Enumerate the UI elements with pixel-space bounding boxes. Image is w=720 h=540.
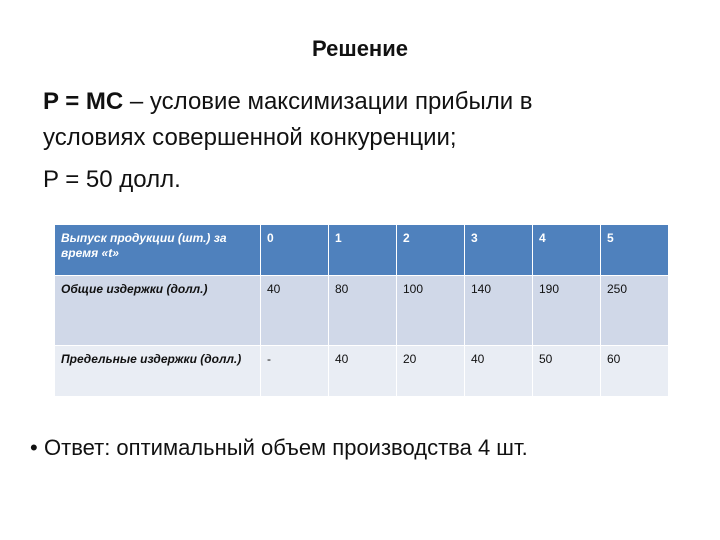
slide-body — [43, 84, 683, 198]
table-cell: 40 — [465, 346, 533, 397]
condition-text: – условие максимизации прибыли в — [123, 88, 533, 115]
condition-formula: P = MC — [43, 88, 124, 115]
table-header-row — [55, 225, 669, 276]
bullet-icon: • — [30, 435, 38, 460]
cost-table — [54, 224, 669, 397]
table-header-cell: 5 — [601, 225, 669, 276]
answer-bullet — [30, 434, 528, 462]
table-cell: 140 — [465, 276, 533, 346]
table-header-cell: 2 — [397, 225, 465, 276]
table-header-cell: 3 — [465, 225, 533, 276]
table-row — [55, 346, 669, 397]
answer-text: Ответ: оптимальный объем производства 4 шт. — [44, 435, 528, 460]
table-cell: 60 — [601, 346, 669, 397]
table-cell: 20 — [397, 346, 465, 397]
table-row-label: Предельные издержки (долл.) — [55, 346, 261, 397]
table-row-label: Общие издержки (долл.) — [55, 276, 261, 346]
price-line: P = 50 долл. — [43, 166, 181, 193]
table-cell: 100 — [397, 276, 465, 346]
slide-title: Решение — [312, 36, 408, 61]
table-cell: 40 — [261, 276, 329, 346]
table-header-cell: 0 — [261, 225, 329, 276]
table-header-cell: 1 — [329, 225, 397, 276]
condition-line-2: условиях совершенной конкуренции; — [43, 124, 457, 151]
table-cell: 40 — [329, 346, 397, 397]
table-header-cell: 4 — [533, 225, 601, 276]
table-cell: - — [261, 346, 329, 397]
condition-line-1 — [43, 84, 683, 120]
table-cell: 190 — [533, 276, 601, 346]
table-header-label: Выпуск продукции (шт.) за время «t» — [55, 225, 261, 276]
table-cell: 50 — [533, 346, 601, 397]
table-row — [55, 276, 669, 346]
table-cell: 80 — [329, 276, 397, 346]
table-cell: 250 — [601, 276, 669, 346]
